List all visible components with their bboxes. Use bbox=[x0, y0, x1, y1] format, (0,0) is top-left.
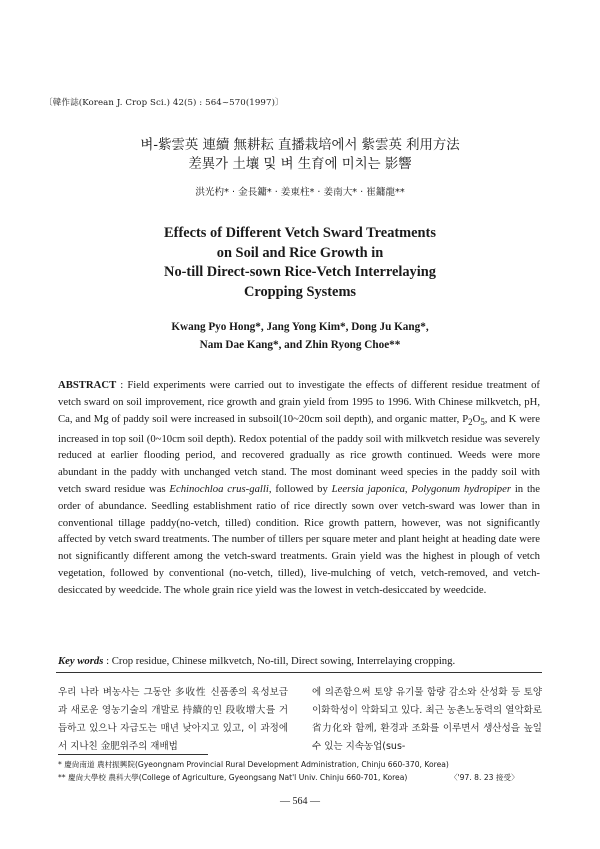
english-title-line-4: Cropping Systems bbox=[243, 283, 357, 300]
english-authors bbox=[40, 318, 560, 354]
english-title-line-2: on Soil and Rice Growth in bbox=[216, 244, 384, 261]
abstract-text-4: , bbox=[404, 482, 412, 495]
keywords: Key words : Crop residue, Chinese milkvetch, No-till, Direct sowing, Interrelaying cropping. bbox=[58, 655, 456, 667]
abstract-text-1: Field experiments were carried out to investigate the effects of different residue treatment of vetch sward on soil improvement, rice growth and grain yield from 1995 to 1996. With Chinese milkvetch, pH, Ca, and Mg of paddy soil were increased in subsoil(10~20cm soil depth), and organic matter, P bbox=[58, 379, 540, 425]
section-divider bbox=[56, 672, 542, 673]
keywords-text: Crop residue, Chinese milkvetch, No-till, Direct sowing, Interrelaying cropping. bbox=[111, 655, 456, 667]
footnote-affiliation-1: * 慶尙南道 農村振興院(Gyeongnam Provincial Rural Development Administration, Chinju 660-370, Korea) bbox=[58, 760, 449, 769]
korean-authors: 洪光杓* · 金長鏞* · 姜東柱* · 姜南大* · 崔鏞龍** bbox=[195, 187, 405, 198]
species-polygonum: Polygonum hydropiper bbox=[411, 482, 512, 495]
body-column-left: 우리 나라 벼농사는 그동안 多收性 신품종의 육성보급과 새로운 영농기술의 개발로 持續的인 段收增大를 거듭하고 있으나 자급도는 매년 낮아지고 있고, 이 과정에서 지나친 金肥위주의 재배법 bbox=[58, 687, 288, 752]
abstract-subscript-5: 5 bbox=[480, 416, 485, 427]
english-title bbox=[40, 224, 560, 302]
page-number: — 564 — bbox=[280, 796, 320, 807]
abstract-text-3: , followed by bbox=[268, 482, 332, 495]
body-column-right: 에 의존함으써 토양 유기물 함량 감소와 산성화 등 토양 이화학성이 악화되고 있다. 최근 농촌노동력의 열악화로 省力化와 함께, 환경과 조화를 이루면서 생산성을 높일 수 있는 지속농업(sus- bbox=[312, 687, 542, 752]
keywords-label: Key words bbox=[58, 655, 104, 667]
journal-reference: 〔韓作誌(Korean J. Crop Sci.) 42(5) : 564~570(1997)〕 bbox=[44, 98, 284, 108]
english-title-line-3: No-till Direct-sown Rice-Vetch Interrelaying bbox=[164, 264, 436, 280]
abstract-label: ABSTRACT bbox=[58, 379, 117, 391]
received-date: 〈'97. 8. 23 接受〉 bbox=[450, 773, 519, 782]
english-title-line-1: Effects of Different Vetch Sward Treatments bbox=[164, 225, 436, 241]
abstract-text-2: , and K were increased in top soil (0~10cm soil depth). Redox potential of the paddy soil with milkvetch residue was severely reduced at earlier flooding period, and recovered gradually as rice growth continued. Weeds were more abundant in the paddy with unchanged vetch stand. The most dominant weed species in the paddy soil with vetch sward residue was bbox=[58, 412, 540, 495]
english-authors-line-2: Nam Dae Kang*, and Zhin Ryong Choe** bbox=[199, 339, 401, 351]
korean-title-line-1: 벼-紫雲英 連續 無耕耘 直播栽培에서 紫雲英 利用方法 bbox=[140, 138, 460, 153]
abstract-subscript-2: 2 bbox=[468, 416, 473, 427]
english-authors-line-1: Kwang Pyo Hong*, Jang Yong Kim*, Dong Ju Kang*, bbox=[171, 321, 429, 333]
korean-title-line-2: 差異가 土壤 및 벼 生育에 미치는 影響 bbox=[188, 157, 412, 172]
abstract-text-5: in the order of abundance. Seedling establishment ratio of rice directly sown over vetch-sward was lower than in conventional tillage paddy(no-vetch, tilled) condition. Rice growth pattern, however, was not significantly affected by vetch sward treatments. The number of tillers per square meter and plant height at heading date were not significantly different among the vetch-sward treatments. Grain yield was the highest in plough of vetch vegetation, followed by conventional (no-vetch, tilled), live-mulching of vetch, vetch-removed, and vetch-desiccated by weedcide. The whole grain rice yield was the lowest in vetch-desiccated by weedcide. bbox=[58, 482, 541, 596]
species-echinochloa: Echinochloa crus-galli bbox=[169, 482, 269, 495]
species-leersia: Leersia japonica bbox=[331, 482, 405, 495]
abstract: ABSTRACT : Field experiments were carried out to investigate the effects of different residue treatment of vetch sward on soil improvement, rice growth and grain yield from 1995 to 1996. With Chinese milkvetch, pH, Ca, and Mg of paddy soil were increased in subsoil(10~20cm soil depth), and organic matter, $P_2O_5$, and K were increased in top soil (0~10cm soil depth). Redox potential of the paddy soil with milkvetch residue was severely reduced at earlier flooding period, and recovered gradually as rice growth continued. Weeds were more abundant in the paddy with unchanged vetch stand. The most dominant weed species in the paddy soil with vetch sward residue was Echinochloa crus-galli, followed by Leersia japonica, Polygonum hydropiper in the order of abundance. Seedling establishment ratio of rice directly sown over vetch-sward was lower than in conventional tillage paddy(no-vetch, tilled) condition. Rice growth pattern, however, was not significantly affected by vetch sward treatments. The number of tillers per square meter and plant height at heading date were not significantly different among the vetch-sward treatments. Grain yield was the highest in plough of vetch vegetation, followed by conventional (no-vetch, tilled), live-mulching of vetch, vetch-removed, and vetch-desiccated by weedcide. The whole grain rice yield was the lowest in vetch-desiccated by weedcide. bbox=[58, 379, 541, 596]
abstract-oxygen: O bbox=[472, 412, 481, 425]
footnote-divider bbox=[58, 754, 208, 755]
korean-title bbox=[40, 136, 560, 174]
footnote-affiliation-2: ** 慶尙大學校 農科大學(College of Agriculture, Gyeongsang Nat'l Univ. Chinju 660-701, Korea) bbox=[58, 773, 408, 782]
